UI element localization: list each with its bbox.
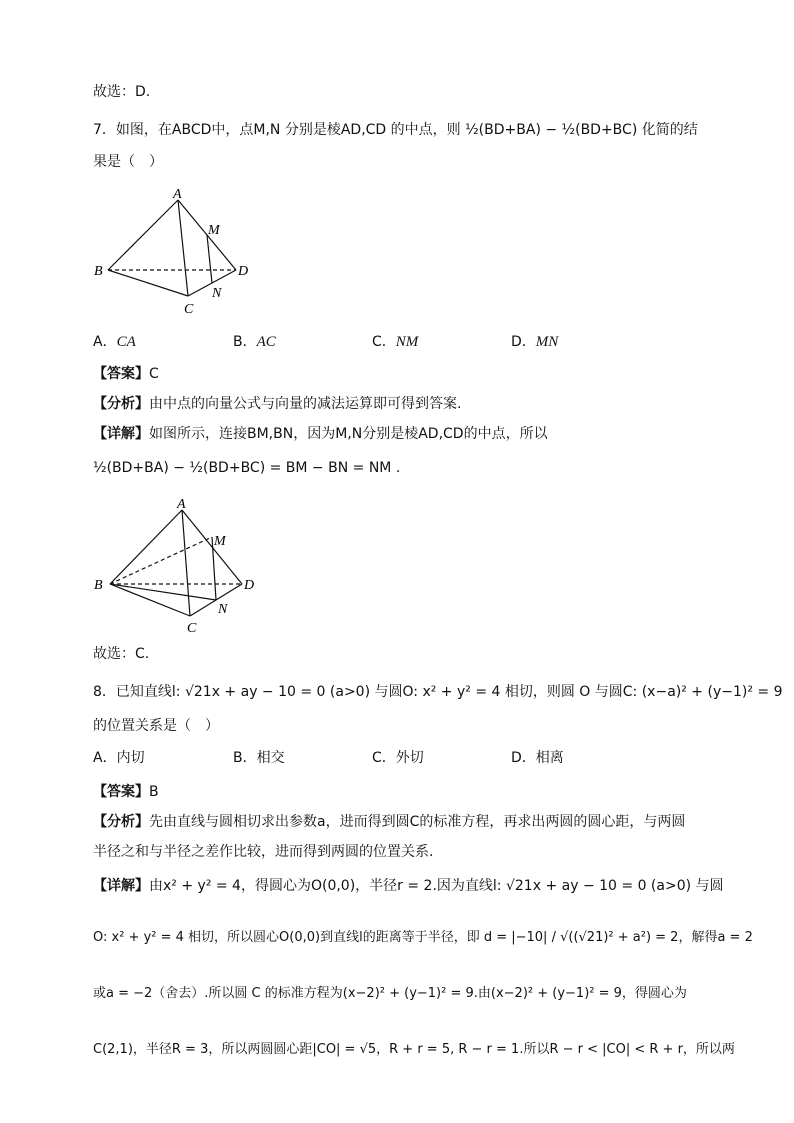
q8-analysis-line1: 【分析】先由直线与圆相切求出参数a，进而得到圆C的标准方程，再求出两圆的圆心距，与两圆 [93,814,686,830]
label-n2: N [218,602,228,617]
q7-option-a: A．CA [93,334,136,350]
edge-ac [178,200,188,296]
label-d2: D [244,578,255,593]
q7-detail-line2: ½(BD+BA) − ½(BD+BC) = BM − BN = NM . [93,460,401,476]
q7-tetrahedron-figure [90,186,260,325]
label-a2: A [177,497,186,512]
q7-analysis: 【分析】由中点的向量公式与向量的减法运算即可得到答案. [93,396,462,412]
q7-option-b: B．AC [233,334,276,350]
q8-option-a: A．内切 [93,750,145,766]
q8-option-c: C．外切 [372,750,424,766]
q8-detail-line1: 【详解】由x² + y² = 4，得圆心为O(0,0)，半径r = 2.因为直线l: √21x + ay − 10 = 0 (a>0) 与圆 [93,878,724,894]
q8-option-d: D．相离 [511,750,564,766]
segment-bm [110,537,212,584]
q7-option-d: D．MN [511,334,559,350]
q8-stem-line2: 的位置关系是（ ） [93,718,219,734]
label-m: M [208,223,220,238]
segment-bn [110,584,216,600]
q8-stem-line1: 8．已知直线l: √21x + ay − 10 = 0 (a>0) 与圆O: x² + y² = 4 相切，则圆 O 与圆C: (x−a)² + (y−1)² = 9 [93,684,783,700]
label-c: C [184,302,194,317]
edge-ab [108,200,178,270]
q8-detail-line2: O: x² + y² = 4 相切，所以圆心O(0,0)到直线l的距离等于半径，即 d = |−10| / √((√21)² + a²) = 2，解得a = 2 [93,930,753,945]
q8-detail-line3: 或a = −2（舍去）.所以圆 C 的标准方程为(x−2)² + (y−1)² = 9.由(x−2)² + (y−1)² = 9，得圆心为 [93,986,687,1001]
q7-stem-line1: 7．如图，在ABCD中，点M,N 分别是棱AD,CD 的中点，则 ½(BD+BA) − ½(BD+BC) 化简的结 [93,122,698,138]
segment-mn [207,235,212,283]
q7-conclusion: 故选：C. [93,646,150,662]
q8-answer: 【答案】B [93,784,159,800]
label-b: B [94,264,103,279]
q8-option-b: B．相交 [233,750,285,766]
label-n: N [212,286,222,301]
q8-detail-line4: C(2,1)，半径R = 3，所以两圆圆心距|CO| = √5，R + r = 5, R − r = 1.所以R − r < |CO| < R + r，所以两 [93,1042,735,1057]
label-m2: M [214,534,226,549]
q8-analysis-line2: 半径之和与半径之差作比较，进而得到两圆的位置关系. [93,844,434,860]
label-c2: C [187,621,197,636]
edge-bc [108,270,188,296]
label-d: D [238,264,249,279]
q7-answer: 【答案】C [93,366,159,382]
q7-detail-figure [90,496,270,640]
q7-stem-line2: 果是（ ） [93,154,163,170]
label-a: A [173,187,182,202]
q6-conclusion: 故选：D. [93,84,151,100]
label-b2: B [94,578,103,593]
q7-option-c: C．NM [372,334,419,350]
q7-detail-line1: 【详解】如图所示，连接BM,BN，因为M,N分别是棱AD,CD的中点，所以 [93,426,548,442]
